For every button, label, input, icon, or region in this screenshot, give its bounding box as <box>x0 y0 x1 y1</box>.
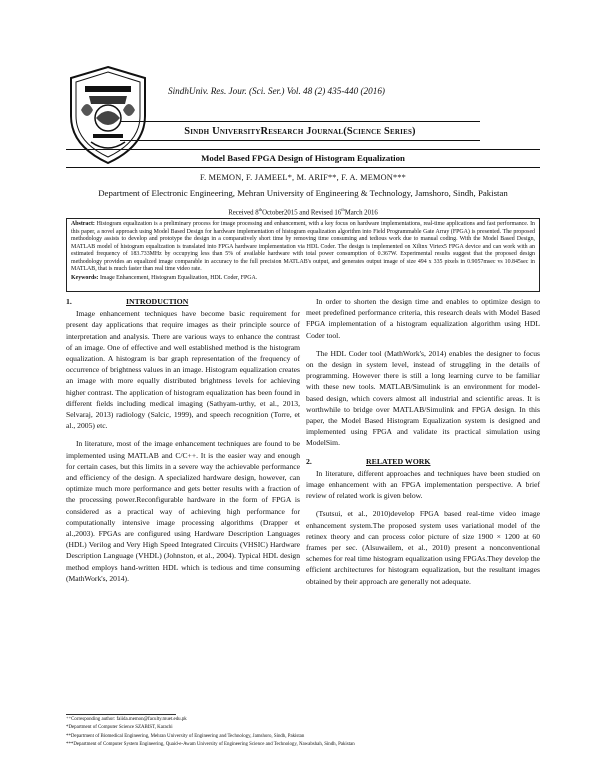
intro-paragraph-2: In literature, most of the image enhancement techniques are found to be implemented using MATLAB and C/C++. It is the easier way and enough for certain cases, but this limits in a severe way the achievable performance and efficiency of the design. A specialized hardware design, however, can optimize much more performance and gets better results with a fraction of the processing power.Reconfigurable hardware in the form of FPGA is considered as a practical way of achieving high performance for computationally intensive image processing algorithms (Drapper et al.,2003). FPGAs are configured using Hardware Description Languages (HDL) Verilog and Very High Speed Integrated Circuits (VHSIC) Hardware Description Language (VHDL) (Johnston, et al., 2004). Typical HDL design method employs hand-written HDL which is tedious and time consuming (MathWork's, 2014). <box>66 439 300 583</box>
journal-reference: SindhUniv. Res. Jour. (Sci. Ser.) Vol. 48 (2) 435-440 (2016) <box>168 86 385 96</box>
intro-paragraph-1: Image enhancement techniques have become basic requirement for present day applications that require images as their principle source of interpretation and analysis. There are various ways to enhance the contrast of an image. One of effective and well established method is the histogram equalization. A histogram is bar graph representation of the frequency of occurrence of brightness values in an image. Histogram equalization creates an image with more equally distributed brightness levels for achieving higher contrast. The application of histogram equalization has been found in different fields including medical imaging (Sathyam-urthy, et al., 2013, Selvaraj, 2013) radiology (Salcic, 1999), and speech recognition (Torre, et al., 2005) etc. <box>66 309 300 431</box>
footnotes <box>66 716 546 749</box>
title-rule-top <box>66 149 540 150</box>
footnote-3: ***Department of Computer System Engineering, Quaid-e-Awam University of Engineering Science and Technology, Nawabshah, Sindh, Pakistan <box>66 741 355 747</box>
footnote-corresponding: ⁺⁺Corresponding author: faiida.memon@faculty.muet.edu.pk <box>66 717 187 722</box>
section-heading-related-work: 2. RELATED WORK <box>306 456 431 466</box>
footnote-2: **Department of Biomedical Engineering, Mehran University of Engineering and Technology, Jamshoro, Sindh, Pakistan <box>66 733 305 739</box>
author-list: F. MEMON, F. JAMEEL*, M. ARIF**, F. A. MEMON*** <box>199 173 407 182</box>
keywords-label: Keywords: <box>71 274 99 281</box>
abstract-label: Abstract: <box>71 221 95 227</box>
intro-paragraph-4: The HDL Coder tool (MathWork's, 2014) enables the designer to focus on the design in system level, instead of struggling in the details of programming. However there is still a long learning curve to be familiar with these new tools. MATLAB/Simulink is an environment for model-based design, which covers almost all industrial and scientific areas. It is worthwhile to bridge over MATLAB/Simulink and FPGA design. In this paper, the Model Based Histogram Equalization system is designed and implemented using FPGA and validate its practical simulation using ModelSim. <box>306 348 540 448</box>
affiliation: Department of Electronic Engineering, Mehran University of Engineering & Technology, Jamshoro, Sindh, Pakistan <box>98 188 508 198</box>
abstract-box <box>66 218 540 292</box>
footnote-1: *Department of Computer Science SZABIST, Karachi <box>66 725 173 731</box>
journal-title: Sindh UniversityResearch Journal(Science Series) <box>184 126 416 137</box>
university-seal-logo <box>63 64 153 166</box>
abstract-text: Abstract: Histogram equalization is a preliminary process for image processing and enhancement, with a key focus on hardware implementations, real-time applications and fast performance. In this paper, a novel approach using Model Based Design for hardware implementation of histogram equalization algorithm into Field Programmable Gate Array (FPGA) is presented. The proposed methodology assists to develop and prototype the design in a comparatively short time by removing time consuming and tedious work due to manual coding. With the Model Based Design, MATLAB model of histogram equalization is translated into FPGA hardware implementation via HDL Coder. The design is implemented on Xilinx Virtex5 FPGA device and can work with an estimated frequency of 183.733MHz by occupying less than 5% of available hardware with total power consumption of 0.367W. Experimental results suggest that the proposed design methodology provides an equalized image comparable in accuracy to the full precision MATLAB's output, and generates output image of size 494 x 335 pixels in 0.9057msec vs 10.845sec in MATLAB, that is much faster than real time video rate. <box>71 221 535 272</box>
title-rule-bottom <box>66 167 540 168</box>
header-rule-bottom <box>120 140 480 141</box>
header-rule-top <box>120 121 480 122</box>
paper-title: Model Based FPGA Design of Histogram Equalization <box>201 153 405 163</box>
related-paragraph-2: (Tsutsui, et al., 2010)develop FPGA based real-time video image enhancement system.The proposed system uses variational model of the retinex theory and can process color picture of size 1900 × 1200 at 60 frames per sec. (Alsuwailem, et al., 2010) present a nonconventional schemes for real time histogram equalization using FPGAs.They develop the efficient architectures for histogram equalization, but the resultant images obtained by their approach are generally not adequate. <box>306 509 540 586</box>
footnote-rule <box>66 714 176 715</box>
left-column <box>66 296 300 591</box>
related-paragraph-1: In literature, different approaches and techniques have been studied on image enhancement with an FPGA implementation perspective. A brief review of related work is given below. <box>306 468 540 501</box>
intro-paragraph-3: In order to shorten the design time and enables to optimize design to meet predefined performance criteria, this research deals with Model Based FPGA implementation of a histogram equalization algorithm using HDL Coder tool. <box>306 297 540 340</box>
section-heading-introduction: 1. INTRODUCTION <box>66 297 189 306</box>
right-column <box>306 296 540 594</box>
received-dates: Received 8thOctober2015 and Revised 16thMarch 2016 <box>228 207 378 217</box>
keywords: Keywords: Image Enhancement, Histogram Equalization, HDL Coder, FPGA. <box>71 274 258 281</box>
